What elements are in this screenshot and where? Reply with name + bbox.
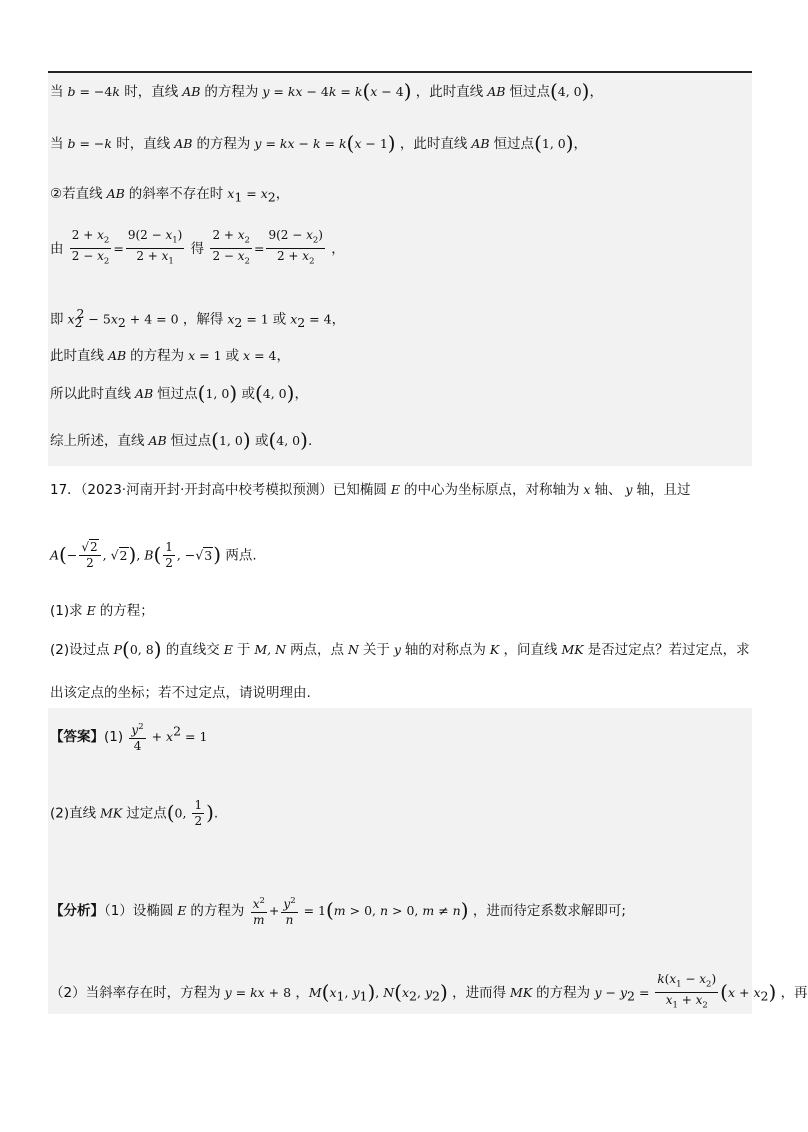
analysis-line-2: （2）当斜率存在时，方程为 y = kx + 8 ，$M(x_1$, $y_1$), $N(x_2$, $y_2$) ，进而得 MK 的方程为 $y - y_2$ = $\frac{k(x_1 - x_2)}{x_1 + x_2}$ $(x + x_2)$ ，再 <box>50 972 808 1011</box>
solution-line-8: 综上所述，直线 AB 恒过点(1, 0) 或(4, 0). <box>50 428 313 452</box>
solution-line-5: 即 $x_2^2 - 5x_2 + 4 = 0$ ，解得 $x_2 = 1$ 或 $x_2 = 4$， <box>50 306 346 331</box>
solution-line-6: 此时直线 AB 的方程为 x = 1 或 x = 4， <box>50 348 290 364</box>
solution-line-2: 当 b = −k 时，直线 AB 的方程为 y = kx − k = k(x − 1) ，此时直线 AB 恒过点(1, 0)， <box>50 131 588 155</box>
question-1: (1)求 E 的方程； <box>50 603 154 619</box>
answer-line-2: (2)直线 MK 过定点(0, $\frac{1}{2}$ ). <box>50 798 219 828</box>
question-2-cont: 出该定点的坐标；若不过定点，请说明理由. <box>50 685 311 701</box>
answer-line-1: 【答案】(1) $\frac{y^2}{4}$ + $x^2 = 1$ <box>50 722 208 753</box>
solution-line-1: 当 b = −4k 时，直线 AB 的方程为 y = kx − 4k = k(x − 4) ，此时直线 AB 恒过点(4, 0)， <box>50 79 603 103</box>
problem-17-stem: 17．（2023·河南开封·开封高中校考模拟预测）已知椭圆 E 的中心为坐标原点，对称轴为 x 轴、 y 轴，且过 <box>50 482 691 498</box>
problem-17-points: A(− $\frac{√2}{2}$ , √2), B( $\frac{1}{2}$ , −√3) 两点. <box>50 540 257 570</box>
question-2: (2)设过点 P(0, 8) 的直线交 E 于 M, N 两点，点 N 关于 y 轴的对称点为 K ，问直线 MK 是否过定点？若过定点，求 <box>50 637 750 661</box>
answer-label: 【答案】 <box>50 729 104 745</box>
solution-line-4: 由 $\frac{2 + x_2}{2 - x_2}$ = $\frac{9(2 - x_1)}{2 + x_1}$ 得 $\frac{2 + x_2}{2 - x_2}$ = $\frac{9(2 - x_2)}{2 + x_2}$ ， <box>50 228 345 267</box>
solution-line-3: ②若直线 AB 的斜率不存在时 $x_1 = x_2$， <box>50 186 290 205</box>
solution-line-7: 所以此时直线 AB 恒过点(1, 0) 或(4, 0)， <box>50 381 308 405</box>
analysis-line-1: 【分析】（1）设椭圆 E 的方程为 $\frac{x^2}{m}$ + $\frac{y^2}{n}$ = 1(m > 0, n > 0, m ≠ n) ，进而待定系数求解即可; <box>50 896 626 927</box>
analysis-label: 【分析】 <box>50 903 104 919</box>
